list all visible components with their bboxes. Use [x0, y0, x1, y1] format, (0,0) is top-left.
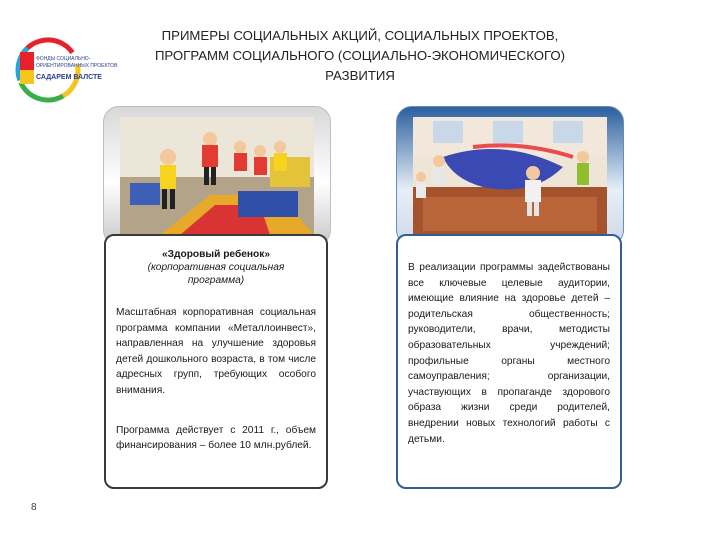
logo-text-line-1: ФОНДЫ СОЦИАЛЬНО-	[36, 56, 91, 62]
project-funding: Программа действует с 2011 г., объем финансирования – более 10 млн.рублей.	[116, 424, 316, 452]
project-card-left	[104, 234, 328, 489]
page-number: 8	[31, 502, 37, 513]
page-title	[110, 26, 610, 86]
logo	[12, 30, 118, 110]
logo-text-line-2: ОРИЕНТИРОВАННЫХ ПРОЕКТОВ	[36, 63, 118, 69]
project-card-right	[396, 234, 622, 489]
photo-children-activity	[413, 117, 607, 235]
title-line-3: РАЗВИТИЯ	[325, 68, 395, 83]
title-line-1: ПРИМЕРЫ СОЦИАЛЬНЫХ АКЦИЙ, СОЦИАЛЬНЫХ ПРОЕКТОВ,	[161, 28, 559, 43]
photo-children-gym	[120, 117, 314, 235]
project-title: «Здоровый ребенок»	[161, 249, 271, 260]
project-description: Масштабная корпоративная социальная программа компании «Металлоинвест», направленная на улучшение здоровья детей дошкольного возраста, в том числе адресных групп, требующих особого внимания.	[116, 307, 316, 396]
logo-text-line-3: САДАРЕМ ВАЛСТЕ	[36, 74, 102, 81]
project-subtitle: (корпоративная социальная программа)	[147, 262, 285, 286]
photo-frame-left	[103, 106, 331, 246]
title-line-2: ПРОГРАММ СОЦИАЛЬНОГО (СОЦИАЛЬНО-ЭКОНОМИЧЕСКОГО)	[154, 48, 566, 63]
photo-frame-right	[396, 106, 624, 246]
project-stakeholders: В реализации программы задействованы все ключевые целевые аудитории, имеющие влияние на здоровье детей – родительская общественность; руководители, врачи, методисты образовательных учреждений; профильные органы местного самоуправления; организации, участвующих в пропаганде здорового образа жизни среди родителей, внедрении новых технологий работы с детьми.	[408, 262, 610, 445]
